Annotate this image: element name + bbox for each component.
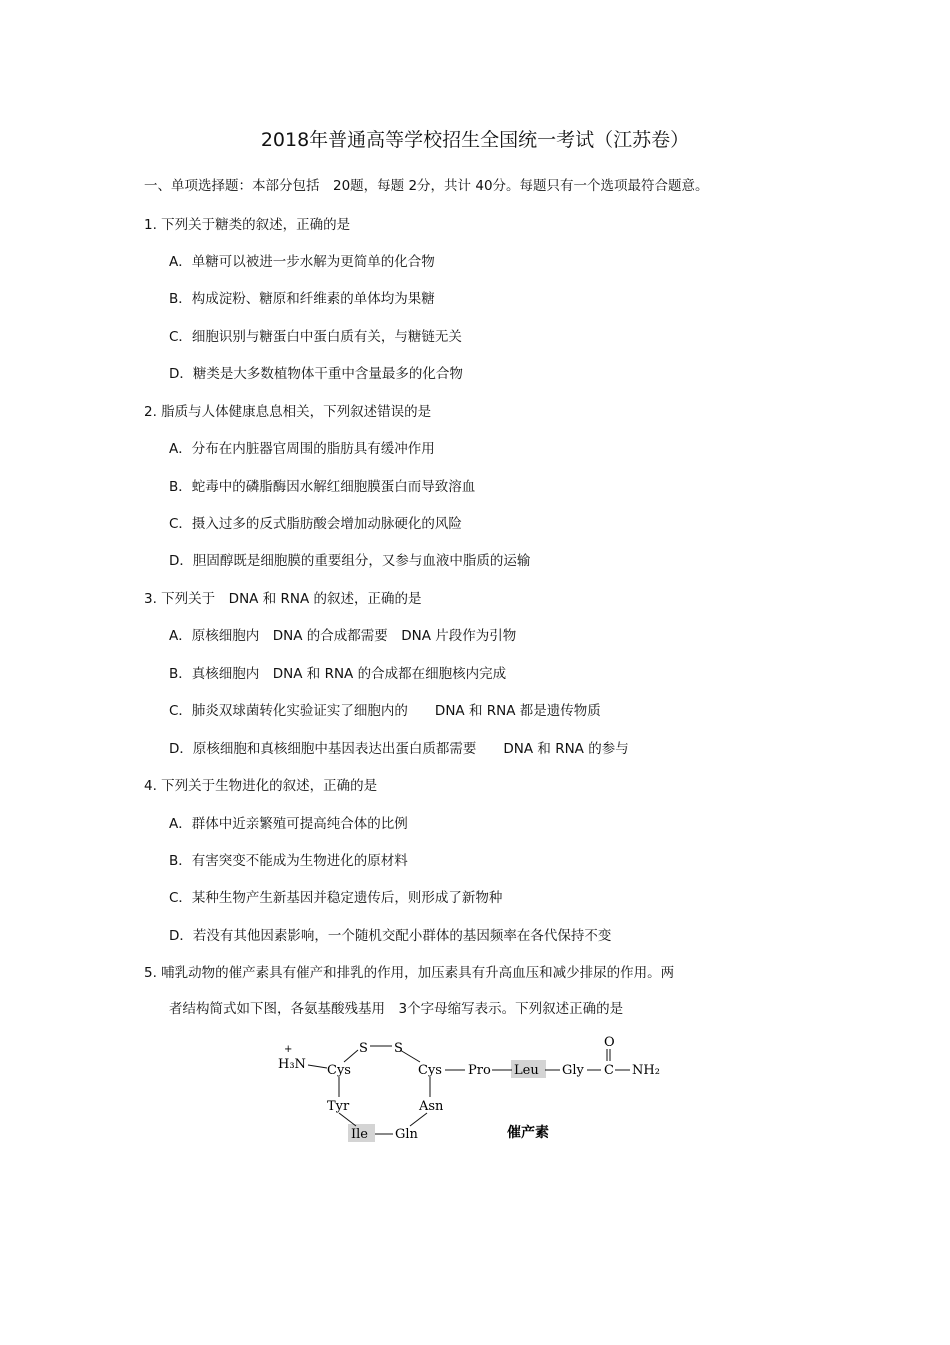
q2-option-d: D．胆固醇既是细胞膜的重要组分，又参与血液中脂质的运输: [169, 553, 531, 569]
leu-residue: Leu: [514, 1063, 539, 1078]
q1-option-c: C．细胞识别与糖蛋白中蛋白质有关，与糖链无关: [169, 329, 462, 345]
q1-option-a: A．单糖可以被进一步水解为更简单的化合物: [169, 254, 435, 270]
q4-option-a: A．群体中近亲繁殖可提高纯合体的比例: [169, 816, 408, 832]
q3-option-a: A．原核细胞内 DNA 的合成都需要 DNA 片段作为引物: [169, 628, 517, 644]
q3-option-d: D．原核细胞和真核细胞中基因表达出蛋白质都需要 DNA 和 RNA 的参与: [169, 741, 629, 757]
question-1-stem: 1. 下列关于糖类的叙述，正确的是: [144, 217, 351, 233]
q2-option-a: A．分布在内脏器官周围的脂肪具有缓冲作用: [169, 441, 435, 457]
bond-n-cys1: [308, 1065, 327, 1068]
asn-residue: Asn: [419, 1099, 444, 1114]
cys-1: Cys: [327, 1063, 351, 1078]
q1-option-b: B．构成淀粉、糖原和纤维素的单体均为果糖: [169, 291, 435, 307]
q2-option-c: C．摄入过多的反式脂肪酸会增加动脉硬化的风险: [169, 516, 462, 532]
question-4-stem: 4. 下列关于生物进化的叙述，正确的是: [144, 778, 378, 794]
pro-residue: Pro: [468, 1063, 491, 1078]
q2-option-b: B．蛇毒中的磷脂酶因水解红细胞膜蛋白而导致溶血: [169, 479, 476, 495]
carbonyl-o: O: [604, 1035, 615, 1050]
bond-gln-asn: [410, 1113, 427, 1126]
question-3-stem: 3. 下列关于 DNA 和 RNA 的叙述，正确的是: [144, 591, 422, 607]
bond-cys1-s1: [344, 1050, 358, 1062]
nh2-group: NH₂: [632, 1063, 660, 1078]
bond-tyr-ile: [339, 1113, 356, 1126]
bond-s2-cys2: [400, 1050, 420, 1062]
question-2-stem: 2. 脂质与人体健康息息相关，下列叙述错误的是: [144, 404, 432, 420]
q3-option-c: C．肺炎双球菌转化实验证实了细胞内的 DNA 和 RNA 都是遗传物质: [169, 703, 601, 719]
carbonyl-c: C: [604, 1063, 614, 1078]
question-5-stem-continued: 者结构简式如下图，各氨基酸残基用 3个字母缩写表示。下列叙述正确的是: [169, 1001, 624, 1017]
h3n-label: H₃N: [278, 1057, 306, 1072]
q1-option-d: D．糖类是大多数植物体干重中含量最多的化合物: [169, 366, 463, 382]
sulfur-1: S: [359, 1041, 368, 1056]
q4-option-d: D．若没有其他因素影响，一个随机交配小群体的基因频率在各代保持不变: [169, 928, 612, 944]
question-5-stem: 5. 哺乳动物的催产素具有催产和排乳的作用，加压素具有升高血压和减少排尿的作用。两: [144, 965, 675, 981]
oxytocin-label: 催产素: [507, 1125, 549, 1141]
section-heading: 一、单项选择题：本部分包括 20题，每题 2分，共计 40分。每题只有一个选项最符合题意。: [144, 178, 709, 194]
q3-option-b: B．真核细胞内 DNA 和 RNA 的合成都在细胞核内完成: [169, 666, 507, 682]
sulfur-2: S: [394, 1041, 403, 1056]
q4-option-c: C．某种生物产生新基因并稳定遗传后，则形成了新物种: [169, 890, 503, 906]
tyr-residue: Tyr: [327, 1099, 350, 1114]
ile-residue: Ile: [351, 1127, 368, 1142]
cys-2: Cys: [418, 1063, 442, 1078]
gly-residue: Gly: [562, 1063, 584, 1078]
exam-title: 2018年普通高等学校招生全国统一考试（江苏卷）: [260, 129, 690, 151]
q4-option-b: B．有害突变不能成为生物进化的原材料: [169, 853, 408, 869]
oxytocin-structure-diagram: [270, 1030, 680, 1148]
gln-residue: Gln: [395, 1127, 418, 1142]
plus-charge: +: [284, 1044, 293, 1055]
